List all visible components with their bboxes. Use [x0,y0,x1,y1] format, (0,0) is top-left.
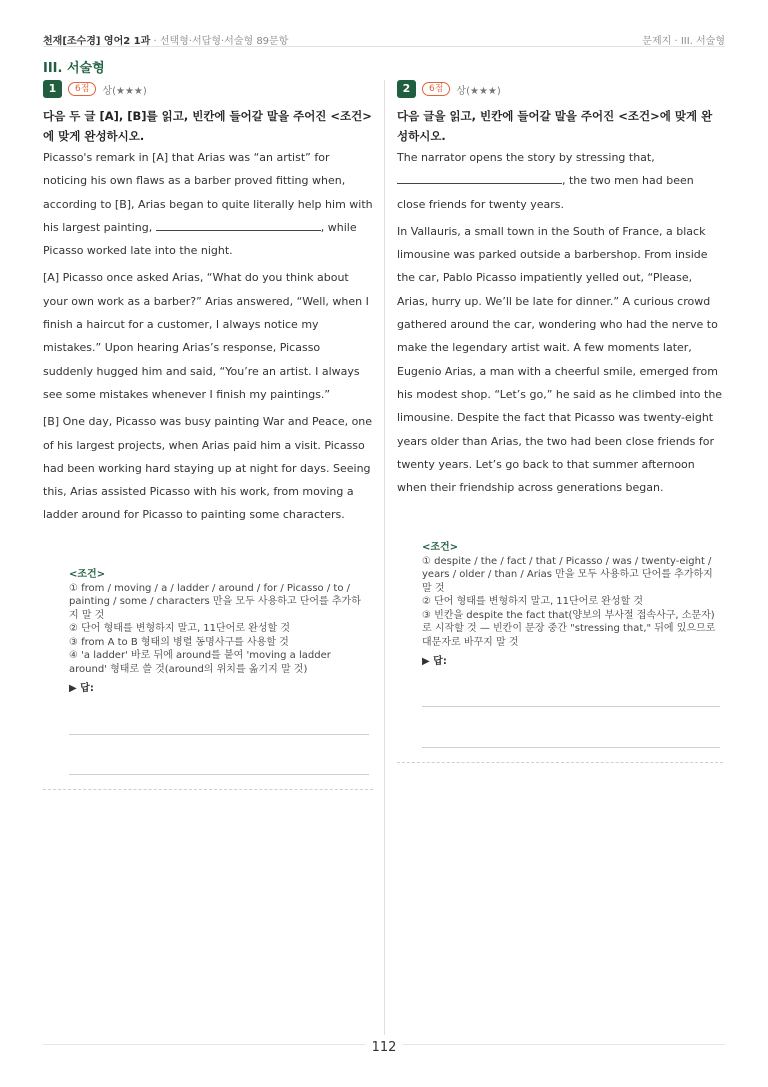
answer-blank[interactable] [397,171,562,184]
story-paragraph: In Vallauris, a small town in the South of France, a black limousine was parked outside a barbershop. From inside the car, Pablo Picasso impatiently yelled out, “Please, Arias, hurry up. We’ll be late for dinner.” A curious crowd gathered around the car, wondering who had the nerve to make the legendary artist wait. A few moments later, Eugenio Arias, a man with a cheerful smile, emerged from his modest shop. “Let’s go,” he said as he climbed into the limousine. Despite the fact that Picasso was twenty-eight years older than Arias, the two had been close friends for twenty years. Let’s go back to that summer afternoon when their friendship across generations began. [397,224,723,495]
question-passage [43,146,373,527]
conditions-title: <조건> [422,542,459,553]
answer-label: ▶ 답: [69,683,94,694]
question-separator [397,762,723,763]
header-section: 문제지 · III. 서술형 [642,36,725,47]
header-book-subtitle: · 선택형·서답형·서술형 89문항 [150,36,289,47]
conditions-title: <조건> [69,569,106,580]
lead-sentence [397,146,723,216]
condition-item: ② 단어 형태를 변형하지 말고, 11단어로 완성할 것 [422,596,643,607]
points-badge: 6점 [422,82,450,96]
lead-before: The narrator opens the story by stressing that, [397,151,655,164]
paragraph-a: [A] Picasso once asked Arias, “What do you think about your own work as a barber?” Arias answered, “Well, when I finish a haircut for a customer, I always notice my mistakes.” Upon hearing Arias’s response, Picasso suddenly hugged him and said, “You’re an artist. I always see some mistakes whenever I finish my paintings.” [43,271,369,401]
question-2-conditions [422,541,722,669]
answer-line[interactable] [69,734,369,735]
header-book-title: 천재[조수경] 영어2 1과 [43,36,151,47]
question-number-badge: 2 [397,80,416,98]
difficulty-level: 상(★★★) [102,85,147,97]
question-instruction: 다음 글을 읽고, 빈칸에 들어갈 말을 주어진 <조건>에 맞게 완성하시오. [397,109,713,143]
page-number: 112 [366,1040,403,1055]
question-2 [397,80,723,503]
question-separator [43,789,373,790]
answer-line[interactable] [422,706,720,707]
condition-item: ② 단어 형태를 변형하지 말고, 11단어로 완성할 것 [69,623,290,634]
header-book-info [43,32,288,47]
answer-blank[interactable] [156,218,321,231]
condition-item: ④ 'a ladder' 바로 뒤에 around를 붙여 'moving a ladder around' 형태로 쓸 것(around의 위치를 옮기지 말 것) [69,650,331,675]
summary-after: , while Picasso worked late into the night. [43,220,357,258]
answer-label: ▶ 답: [422,656,447,667]
column-divider [384,80,385,1035]
question-1 [43,80,373,531]
page-number-wrapper [0,1040,768,1055]
question-number-badge: 1 [43,80,62,98]
condition-item: ① from / moving / a / ladder / around / for / Picasso / to / painting / some / characters 만을 모두 사용하고 단어를 추가하지 말 것 [69,582,361,621]
answer-line[interactable] [422,747,720,748]
question-1-header [43,80,373,98]
condition-item: ③ 빈칸을 despite the fact that(양보의 부사절 접속사구, 소문자)로 시작할 것 — 빈칸이 문장 중간 "stressing that," 뒤에 있으므로 대문자로 바꾸지 말 것 [422,609,716,648]
question-1-conditions [69,568,369,696]
section-title: III. 서술형 [43,61,105,76]
answer-line[interactable] [69,774,369,775]
question-instruction: 다음 두 글 [A], [B]를 읽고, 빈칸에 들어갈 말을 주어진 <조건>에 맞게 완성하시오. [43,109,372,143]
condition-item: ① despite / the / fact / that / Picasso / was / twenty-eight / years / older / than / Arias 만을 모두 사용하고 단어를 추가하지 말 것 [422,555,713,594]
condition-item: ③ from A to B 형태의 병렬 동명사구를 사용할 것 [69,636,289,648]
summary-before: Picasso's remark in [A] that Arias was “an artist” for noticing his own flaws as a barber proved fitting when, according to [B], Arias began to quite literally help him with his largest painting, [43,151,373,234]
question-passage [397,146,723,499]
header-divider [43,46,725,47]
paragraph-b: [B] One day, Picasso was busy painting War and Peace, one of his largest projects, when Arias paid him a visit. Picasso had been working hard staying up at night for days. Seeing this, Arias assisted Picasso with his work, from moving a ladder around for Picasso to painting some characters. [43,415,373,522]
question-2-header [397,80,723,98]
summary-sentence [43,146,373,262]
difficulty-level: 상(★★★) [456,85,501,97]
lead-after: , the two men had been close friends for twenty years. [397,174,694,211]
points-badge: 6점 [68,82,96,96]
